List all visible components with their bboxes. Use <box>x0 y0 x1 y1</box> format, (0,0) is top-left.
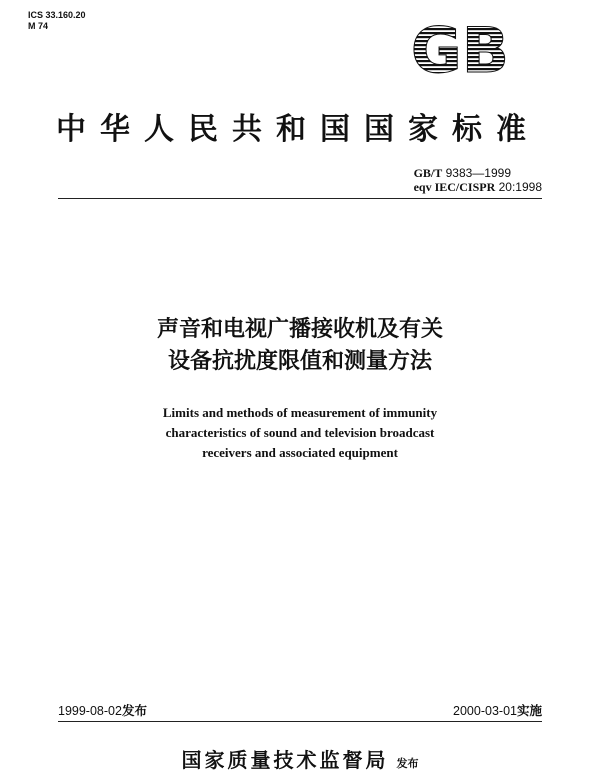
gb-code-line <box>414 166 542 180</box>
issuer-action: 发布 <box>396 757 419 770</box>
chinese-title-line-2: 设备抗扰度限值和测量方法 <box>167 349 432 374</box>
effective-label: 实施 <box>516 703 542 718</box>
gb-number: 9383—1999 <box>445 166 511 180</box>
class-code: M 74 <box>28 21 49 31</box>
ics-classification <box>28 10 86 32</box>
english-title-line-2: characteristics of sound and television broadcast <box>165 425 435 440</box>
issue-date <box>58 701 147 719</box>
issue-date-value: 1999-08-02 <box>58 704 122 718</box>
ics-code: ICS 33.160.20 <box>28 10 86 20</box>
eqv-prefix: eqv IEC/CISPR <box>413 180 496 194</box>
chinese-title-line-1: 声音和电视广播接收机及有关 <box>156 317 443 342</box>
gb-logo-text: GB <box>410 20 510 78</box>
national-standard-heading: 中华人民共和国国家标准 <box>56 112 540 147</box>
bottom-divider <box>58 721 542 722</box>
eqv-number: 20:1998 <box>498 180 542 194</box>
effective-date-value: 2000-03-01 <box>453 704 517 718</box>
issuer-name: 国家质量技术监督局 <box>181 748 389 772</box>
top-divider <box>58 198 542 199</box>
english-title-line-1: Limits and methods of measurement of immunity <box>162 405 438 420</box>
chinese-title <box>60 314 540 378</box>
english-title-line-3: receivers and associated equipment <box>202 445 398 460</box>
effective-date <box>453 701 542 719</box>
gb-logo <box>398 20 522 78</box>
issuing-authority <box>0 744 600 773</box>
eqv-code-line <box>414 180 542 194</box>
issue-label: 发布 <box>121 703 147 718</box>
english-title <box>60 403 540 463</box>
standard-codes <box>414 166 542 194</box>
gb-prefix: GB/T <box>413 166 443 180</box>
